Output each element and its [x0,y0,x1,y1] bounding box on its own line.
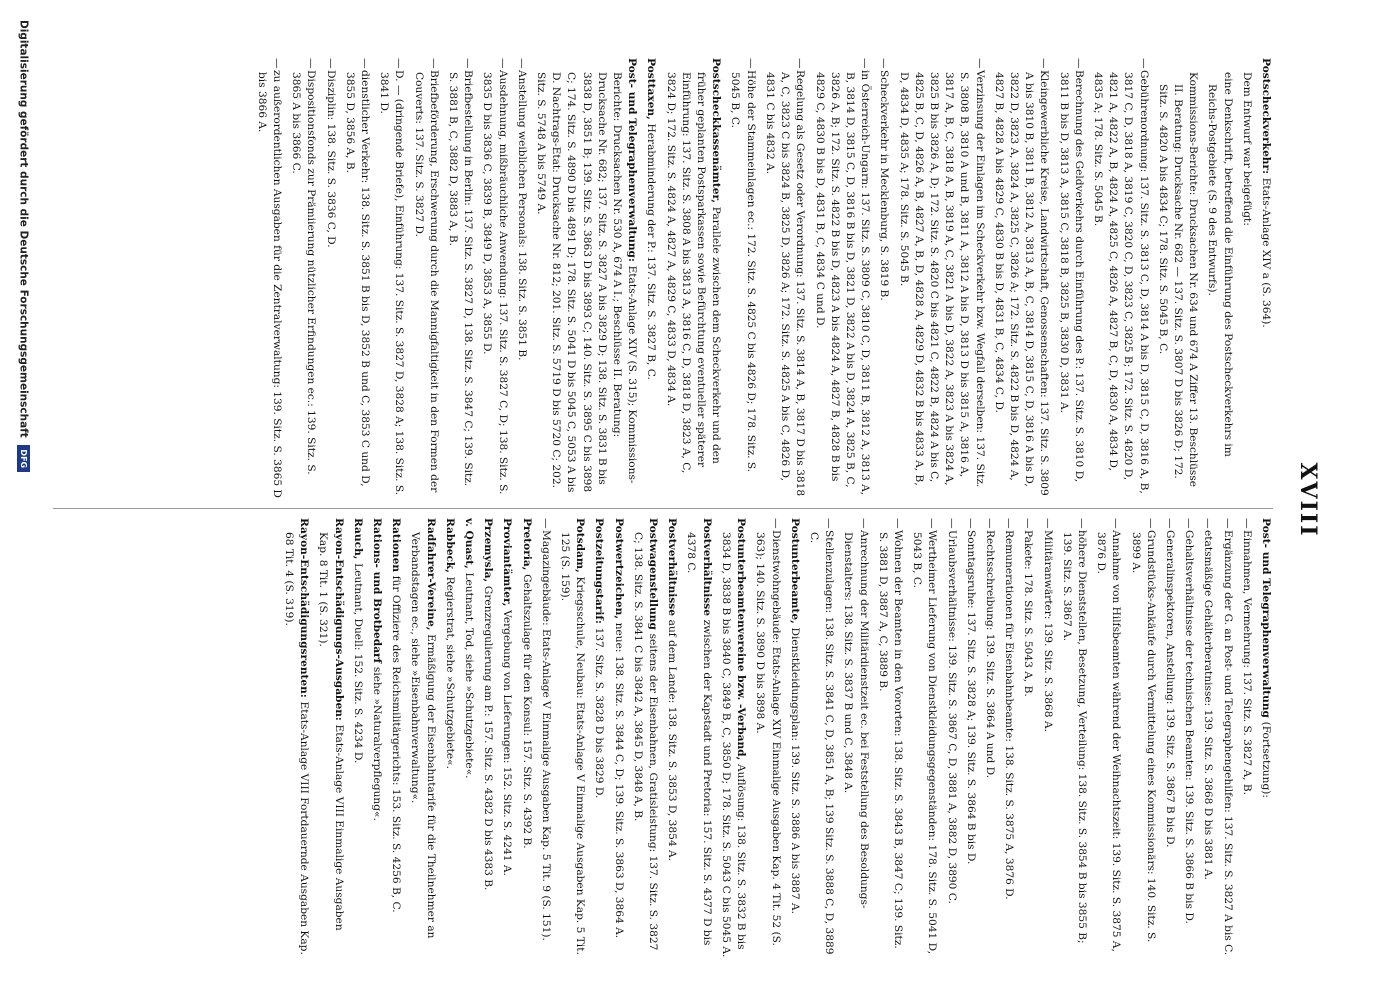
entry-heading: Postverhältnisse [700,518,713,620]
entry-dash: — [1041,518,1054,529]
index-entry [518,518,533,958]
index-entry [718,518,748,958]
entry-text: Auflösung: 138. Sitz. S. 3832 B bis 3834 D, 3838 B bis 3840 C, 3849 B, C, 3850 D; 178. Sitz. S. 5043 C bis 5045 A. [719,532,748,958]
entry-text: Ausdehnung, mißbräuchliche Anwendung: 137. Sitz. S. 3827 C, D; 138. Sitz. S. 3835 D bis 3836 C, 3839 B, 3849 D, 3853 A, 3855 D. [481,70,509,495]
entry-dash: — [859,58,872,69]
entry-text: Briefbeförderung, Erschwerung durch die Mannigfaltigkeit in den Formen der Couverts: 137. Sitz. S. 3827 D. [412,70,440,493]
index-entry [1055,58,1085,498]
index-entry [1239,58,1254,498]
footer-credit [17,20,30,980]
entry-heading: Posttaxen, [645,58,658,124]
entry-text: etatsmäßige Gehälterberatnisse: 139. Sitz. S. 3868 D bis 3881 A. [1202,530,1215,880]
index-entry [376,58,406,498]
entry-dash: — [1022,518,1035,529]
entry-dash: — [539,518,552,529]
entry-dash: — [1202,518,1215,529]
index-entry [643,58,658,498]
entry-text: für Offiziere des Reichsmilitärgerichts: 153. Sitz. S. 4256 B, C. [390,575,403,913]
entry-text: Kommissions-Berichte: Drucksachen Nr. 634 und 674 A Ziffer 13. Beschlüsse II. Beratung: Drucksache Nr. 682 — 137. Sitz. S. 3807 D bis 3826 D; 172. Sitz. S. 4820 A bis 4834 C; 178. Sitz. S. 5045 B, C. [1156,72,1200,488]
entry-text: Anrechnung der Militärdienstzeit ec. bei Feststellung des Besoldungs-Dienstalters: 138. Sitz. S. 3837 B und C, 3848 A. [842,530,870,909]
index-entry [499,518,514,958]
index-entry [557,518,587,958]
index-entry [943,518,958,958]
entry-text: Annahme von Hilfsbeamten während der Weihnachtszeit: 139. Sitz. S. 3875 A, 3876 D. [1095,530,1123,952]
entry-heading: Rauch, [351,518,364,564]
index-entry [762,58,808,498]
entry-text: Vergebung von Lieferungen: 152. Sitz. S. 4241 A. [501,610,514,876]
index-entry [388,518,403,958]
entry-text: Verzinsung der Einlagen im Scheckverkehr bzw. Wegfall derselben: 137. Sitz. S. 3808 B, 3810 A und B, 3811 A, 3812 A bis D, 3813 D bis 3815 A, 3816 A, 3817 A, B, C, 3818 A, B, 3819 A, C, 3821 A bis D, 3822 A, 3823 A bis 3824 A, 3825 B bis 3826 A, D; 172. Sitz. S. 4820 C bis 4821 C, 4822 B, 4824 A bis C, 4825 B, C, D, 4826 A, B, 4827 A, B, D, 4828 A, 4829 D, 4832 B bis 4833 A, B, D, 4834 D, 4835 A; 178. Sitz. S. 5045 B. [897,70,986,488]
index-entry [1239,518,1254,958]
index-entry [752,518,782,958]
entry-dash: — [1144,518,1157,529]
entry-heading: Postverhältnisse [666,518,679,620]
entry-dash: — [964,518,977,529]
entry-dash: — [744,58,757,69]
entry-text: Kleingewerbliche Kreise, Landwirtschaft, Genossenschaften: 137. Sitz. S. 3809 A bis 3810 B, 3811 B, 3812 A, 3813 A, B, C, 3814 D, 3815 C, D, 3816 A bis D, 3822 D, 3823 A, 3824 A, 3825 C, 3826 A; 172. Sitz. S. 4822 B bis D, 4824 A, 4827 B, 4828 A bis 4829 C, 4830 B bis D, 4831 B, C, 4834 C, D. [992,70,1051,496]
entry-text: Parallele zwischen dem Scheckverkehr und den früher geplanten Postsparkassen sowie Befürchtung eventueller späterer Einführung: 137. Sitz. S. 3808 A bis 3813 A, 3816 C, D, 3818 D, 3823 A, C, 3824 D; 172. Sitz. S. 4824 A, 4827 A, 4829 C, 4833 D, 4834 A. [664,72,723,474]
index-entry [806,518,836,958]
index-entry [630,518,660,958]
entry-text: Herabminderung der P.: 137. Sitz. S. 3827 B, C. [645,123,658,380]
entry-text: Regelung als Gesetz oder Verordnung: 137. Sitz. S. 3814 A, B, 3817 D bis 3818 A, C, 3823 C bis 3824 B, 3825 D, 3826 A; 172. Sitz. S. 4825 A bis C, 4826 D, 4831 C bis 4832 A. [763,70,807,497]
index-entry [662,58,723,498]
entry-text: Grundstücks-Ankäufe durch Vermittelung eines Kommissionärs: 140. Sitz. S. 3899 A. [1129,530,1157,943]
entry-dash: — [1183,518,1196,529]
entry-text: eine Denkschrift, betreffend die Einführung des Postscheckverkehrs im Reichs-Postgebiete (S. 9 des Entwurfs). [1206,72,1234,457]
entry-heading: Postscheckverkehr: [1260,58,1272,178]
index-entry [407,518,437,958]
entry-heading: Pretoria, [520,518,533,575]
entry-text: Dienstkleidungsplan: 139. Sitz. S. 3886 A bis 3887 A. [788,627,801,914]
entry-text: Regierstrat, siehe »Schutzgebiete«. [443,576,456,770]
entry-text: Urlaubsverhältnisse: 139. Sitz. S. 3867 C, D, 3881 A, 3882 D, 3890 C. [945,530,958,904]
index-entry [591,518,606,958]
entry-heading: Postzeitungstarif: [593,518,606,628]
entry-text: Berechnung des Geldverkehrs durch Einführung des P.: 137. Sitz. S. 3810 D, 3811 B bis D, 3813 A, 3815 C, 3818 B, 3825 B, 3830 D, 3831 A. [1057,70,1085,483]
entry-heading: Przemysla, [482,518,495,586]
entry-heading: Postunterbeamtenvereine bzw. -Verband, [735,518,748,764]
entry-text: Ermäßigung der Eisenbahntarife für die Theilnehmer an Verbandstagen ec., siehe »Eisenbahnverwaltung«. [409,532,437,939]
entry-dash: — [1110,518,1123,529]
entry-text: Briefbestellung in Berlin: 137. Sitz. S. 3827 D, 138. Sitz. S. 3847 C; 139. Sitz. S. 3881 B, C, 3882 D, 3883 A, B. [447,70,475,487]
index-entry [1155,58,1201,498]
entry-text: Magazingebäude: Etats-Anlage V Einmalige Ausgaben Kap. 5 Tit. 9 (S. 151). [539,530,552,941]
entry-text: Wohnen der Beamten in den Vororten: 138. Sitz. S. 3843 B, 3847 C; 139. Sitz. S. 3881 D, 3887 A, C, 3889 B. [876,530,904,949]
entry-text: neue: 138. Sitz. S. 3844 C, D; 139. Sitz. S. 3863 D, 3864 A. [612,622,625,939]
entry-text: Gebührenordnung: 137. Sitz. S. 3813 C, D, 3814 A bis D, 3815 C, D, 3816 A, B, 3817 C, D, 3818 A, 3819 C, 3820 C, D, 3823 C, 3825 B; 172. Sitz. S. 4820 D, 4821 A, 4822 A, B, 4824 A, 4825 C, 4826 A, 4827 B, C, D, 4830 A, 4834 D, 4835 A; 178. Sitz. S. 5045 B. [1091,70,1150,494]
index-entry [1093,518,1123,958]
entry-dash: — [1075,518,1088,529]
entry-heading: Radfahrer-Vereine, [424,518,437,635]
index-entry [683,518,713,958]
entry-heading: Post- und Telegraphenverwaltung [1260,518,1272,722]
entry-text: D. — (dringende Briefe), Einführung: 137. Sitz. S. 3827 D, 3828 A; 138. Sitz. S. 3841 D. [378,70,406,496]
entry-text: Etats-Anlage XIV (S. 315); Kommissions-Berichte: Drucksachen Nr. 530 A, 674 A I.; Beschlüsse II. Beratung: Drucksache Nr. 682; 137. Sitz. S. 3827 A bis 3829 D; 138. Sitz. S. 3831 B bis 3838 D, 3851 B; 139. Sitz. S. 3863 D bis 3893 C; 140. Sitz. S. 3895 C bis 3898 C; 174. Sitz. S. 4890 D bis 4891 D; 178. Sitz. S. 5041 D bis 5045 C, 5053 A bis D. Nachtrags-Etat: Drucksache Nr. 812; 201. Sitz. S. 5719 D bis 5720 C; 202. Sitz. S. 5748 A bis 5749 A. [535,72,639,493]
entry-dash: — [515,58,528,69]
entry-text: Rechtsschreibung: 139. Sitz. S. 3864 A und D. [983,530,996,779]
entry-heading: Postscheckkassenämter, [710,58,723,207]
index-entry [787,518,802,958]
index-entry [895,58,986,498]
entry-text: zu außerordentlichen Ausgaben für die Zentralverwaltung: 139. Sitz. S. 3865 D bis 3866 A. [255,70,284,498]
entry-heading: Rabbeck, [443,518,456,577]
entry-heading: Postwertzeichen, [612,518,625,623]
entry-text: (Fortsetzung): [1260,721,1272,798]
entry-text: 137. Sitz. S. 3828 D bis 3829 D. [593,627,606,799]
entry-dash: — [794,58,807,69]
entry-text: Sonntagsruhe: 137. Sitz. S. 3828 A; 139. Sitz. S. 3864 B bis D. [964,530,977,865]
entry-text: Einnahmen, Vermehrung: 137. Sitz. S. 3827 A, B. [1240,530,1253,796]
entry-dash: — [1163,518,1176,529]
entry-heading: Proviantämter, [501,518,514,611]
entry-text: Leutnant, Tod, siehe »Schutzgebiete«. [463,572,476,779]
entry-text: auf dem Lande: 138. Sitz. S. 3853 D, 3854 A. [666,619,679,862]
entry-text: Remunerationen für Eisenbahnbeamte: 138. Sitz. S. 3875 A, 3876 D. [1003,530,1016,900]
index-entry [514,58,529,498]
index-entry [1039,518,1054,958]
index-entry [982,518,997,958]
index-entry [1162,518,1177,958]
entry-heading: Post- und Telegraphenverwaltung: [626,58,639,266]
entry-heading: Rayon-Entschädigungsrenten: [298,518,311,702]
entry-text: Etats-Anlage VIII Fortdauernde Ausgaben Kap. 68 Tit. 4 (S. 319). [283,532,311,955]
footer-text: Digitalisierung gefördert durch die Deutsche Forschungsgemeinschaft [17,20,30,438]
entry-dash: — [1221,518,1234,529]
entry-text: Gehaltsverhältnisse der technischen Beamten: 139. Sitz. S. 3866 B bis D. [1183,530,1196,924]
index-entry [254,58,284,498]
index-entry [322,58,337,498]
index-entry [1090,58,1151,498]
left-column [43,58,1273,498]
index-entry [410,58,440,498]
index-entry [1200,518,1215,958]
index-entry [664,518,679,958]
entry-text: Stellenzulagen: 138. Sitz. S. 3841 C, D, 3851 A, B; 139 Sitz. S. 3888 C, D, 3889 C. [807,530,836,955]
index-entry [315,518,345,958]
right-column [43,518,1273,958]
index-entry [1127,518,1157,958]
entry-dash: — [462,58,475,69]
index-entry [342,58,372,498]
entry-heading: Rayon-Entschädigungs-Ausgaben: [332,518,345,725]
entry-heading: Postunterbeamte, [788,518,801,628]
index-entry [480,518,495,958]
index-entry [281,518,311,958]
entry-dash: — [945,518,958,529]
entry-text: Gehaltszulage für den Konsul: 157. Sitz. S. 4392 B. [520,574,533,849]
entry-text: Dienstwohngebäude: Etats-Anlage XIV Einmalige Ausgaben Kap. 4 Tit. 52 (S. 363); 140. Sitz. S. 3890 D bis 3898 A. [754,530,782,946]
entry-heading: v. Quast, [463,518,476,573]
entry-dash: — [1072,58,1085,69]
entry-dash: — [891,518,904,529]
index-entry [1059,518,1089,958]
entry-text: zwischen der Kapstadt und Pretoria: 157. Sitz. S. 4377 D bis 4378 C. [685,532,713,946]
index-entry [727,58,757,498]
index-entry [442,518,457,958]
page-number: XVIII [1295,462,1321,538]
entry-dash: — [305,58,318,69]
entry-dash: — [496,58,509,69]
entry-heading: Rationen [390,518,403,576]
index-entry [461,518,476,958]
index-entry [538,518,553,958]
entry-text: Grenzregulierung am P.: 157. Sitz. S. 4382 D bis 4383 B. [482,585,495,891]
entry-dash: — [926,518,939,529]
index-entry [350,518,365,958]
entry-text: Etats-Anlage VIII Einmalige Ausgaben Kap. 8 Tit. 1 (S. 321). [317,532,345,931]
entry-text: Kriegsschule, Neubau: Etats-Anlage V Einmalige Ausgaben Kap. 5 Tit. 125 (S. 159). [559,532,587,955]
entry-dash: — [1003,518,1016,529]
entry-text: Generalinspektoren, Anstellung: 139. Sitz. S. 3867 B bis D. [1163,530,1176,848]
entry-text: Wertheimer Lieferung von Dienstkleidungsgegenständen: 178. Sitz. S. 5041 D, 5043 B, C. [911,530,939,955]
index-entry [875,518,905,958]
index-entry [1204,58,1234,498]
entry-text: Dispositionsfonds zur Prämiierung nützlicher Erfindungen ec.: 139. Sitz. S. 3865 A bis 3866 C. [290,70,318,475]
index-entry [479,58,509,498]
entry-text: Militäranwärter: 139. Sitz. S. 3868 A. [1041,530,1054,732]
entry-text: Dem Entwurf war beigefügt: [1240,72,1253,226]
entry-text: Ergänzung der G. an Post- und Telegraphengehilfen: 137. Sitz. S. 3827 A bis C. [1221,530,1234,956]
entry-text: Pakete: 178. Sitz. S. 5043 A, B. [1022,530,1035,697]
index-entry [1219,518,1234,958]
index-entry [991,58,1052,498]
index-entry [1258,58,1273,498]
entry-dash: — [857,518,870,529]
index-entry [288,58,318,498]
entry-dash: — [324,58,337,69]
index-entry [445,58,475,498]
entry-dash: — [1038,58,1051,69]
index-entry [533,58,639,498]
entry-text: Anstellung weiblichen Personals: 138. Sitz. S. 3851 B. [515,70,528,361]
entry-dash: — [973,58,986,69]
entry-dash: — [1137,58,1150,69]
index-entry [369,518,384,958]
index-entry [1020,518,1035,958]
entry-dash: — [271,58,284,69]
index-entry [1001,518,1016,958]
index-entry [963,518,978,958]
entry-text: in Österreich-Ungarn: 137. Sitz. S. 3809 C, 3810 C, D, 3811 B, 3812 A, 3813 A, B, 3814 D, 3815 C, D, 3816 B bis D, 3821 D, 3822 A bis D, 3824 A, 3825 B, C, 3826 A, B; 172. Sitz. S. 4822 B bis D, 4823 A bis 4824 A, 4827 B, 4828 B bis 4829 C, 4830 B bis D, 4831 B, C, 4834 C und D. [813,70,872,496]
entry-dash: — [427,58,440,69]
entry-text: höhere Dienststellen, Besetzung, Verteilung: 138. Sitz. S. 3854 B bis 3855 B; 139. Sitz. S. 3867 A. [1060,530,1088,944]
index-entry [1258,518,1273,958]
entry-text: siehe »Naturalverpflegung«. [371,666,384,821]
entry-text: Leutnant, Duell: 152. Sitz. S. 4234 D. [351,563,364,764]
entry-dash: — [769,518,782,529]
dfg-logo: DFG [17,445,30,472]
entry-dash: — [878,58,891,69]
entry-dash: — [359,58,372,69]
entry-dash: — [1240,518,1253,529]
entry-text: Etats-Anlage XIV a (S. 364). [1260,177,1272,328]
entry-dash: — [983,518,996,529]
entry-heading: Potsdam, [574,518,587,577]
index-entry [610,518,625,958]
entry-text: Disziplin: 138. Sitz. S. 3836 C, D. [324,70,337,248]
column-divider [53,508,1273,509]
index-entry [909,518,939,958]
entry-text: Scheckverkehr in Mecklenburg, S. 3819 B. [878,70,891,301]
entry-text: dienstlicher Verkehr: 138. Sitz. S. 3851 B bis D, 3852 B und C, 3853 C und D, 3855 D, 3856 A, B. [343,70,372,487]
index-entry [840,518,870,958]
index-entry [811,58,872,498]
index-entry [1181,518,1196,958]
entry-text: seitens der Eisenbahnen, Gratisleistung: 137. Sitz. S. 3827 C; 138. Sitz. S. 3841 C bis 3842 A, 3845 D, 3848 A, B. [631,532,660,951]
entry-dash: — [393,58,406,69]
entry-heading: Rations- und Brotbedarf [371,518,384,667]
entry-heading: Postwagenstellung [647,518,660,634]
entry-text: Höhe der Stammeinlagen ec.: 172. Sitz. S. 4825 C bis 4826 D; 178. Sitz. S. 5045 B, C. [729,70,757,473]
entry-dash: — [823,518,836,529]
index-entry [876,58,891,498]
